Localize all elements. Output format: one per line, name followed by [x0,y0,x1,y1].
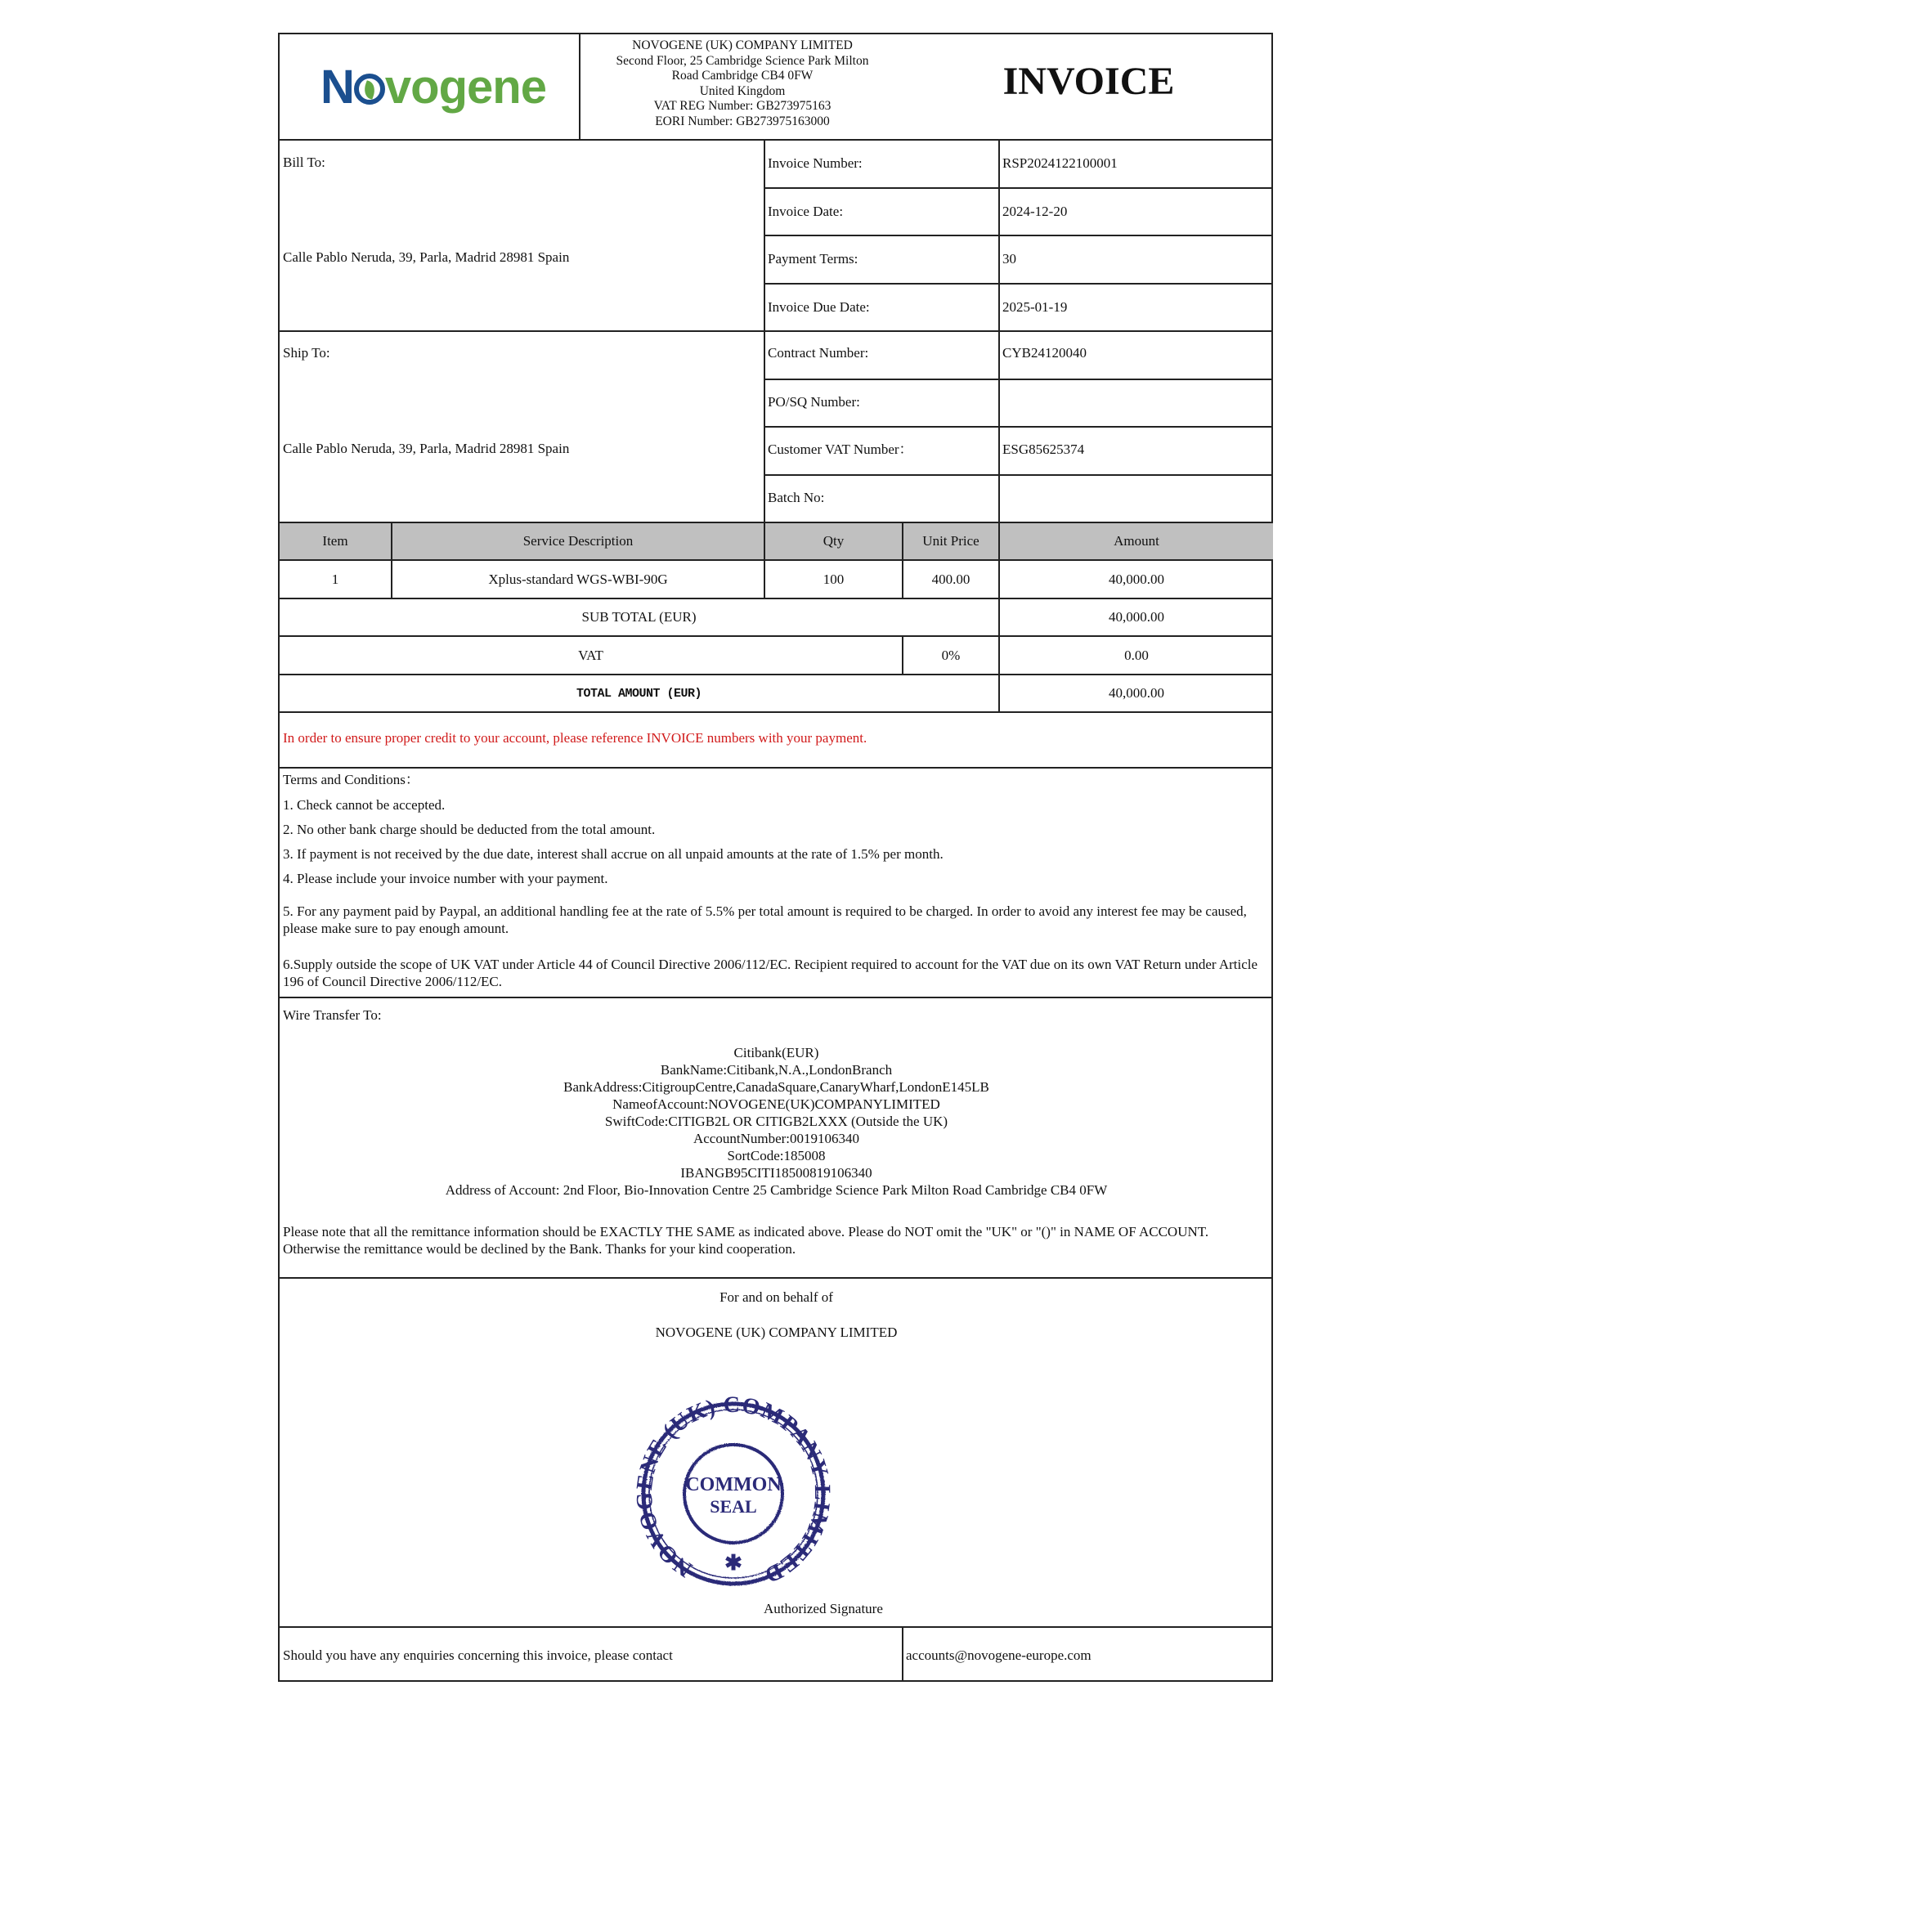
seal-inner-text-2: SEAL [710,1496,757,1517]
subtotal-value: 40,000.00 [998,598,1273,635]
detail-label-cell [764,235,998,283]
total-amount-label: TOTAL AMOUNT (EUR) [280,674,998,711]
contact-text-cell [280,1626,902,1682]
company-line: Road Cambridge CB4 0FW [671,69,814,83]
column-header-item: Item [280,522,391,559]
company-logo [280,34,579,139]
contact-email-cell [902,1626,1273,1682]
batch-no-label: Batch No: [768,490,825,505]
vat-value: 0.00 [998,635,1273,674]
total-amount-value: 40,000.00 [998,674,1273,711]
detail-value-cell [998,330,1273,379]
column-header-description: Service Description [391,522,764,559]
logo-leaf-icon [354,74,385,105]
due-date-label: Invoice Due Date: [768,299,870,315]
ship-to-block [280,330,764,522]
customer-vat-label: Customer VAT Number： [768,442,913,457]
company-line: VAT REG Number: GB273975163 [653,99,832,113]
bill-to-address: Calle Pablo Neruda, 39, Parla, Madrid 28981 Spain [283,249,570,265]
signing-company: NOVOGENE (UK) COMPANY LIMITED [655,1325,898,1340]
customer-vat-value: ESG85625374 [1002,442,1085,457]
detail-value-cell [998,235,1273,283]
detail-label-cell [764,187,998,235]
authorized-signature-label: Authorized Signature [764,1601,883,1616]
detail-label-cell [764,379,998,426]
detail-value-cell [998,426,1273,474]
invoice-sheet [278,33,1273,1682]
contact-text: Should you have any enquiries concerning this invoice, please contact [283,1647,673,1663]
wire-title: Wire Transfer To: [283,1007,382,1023]
detail-label-cell [764,139,998,187]
detail-value-cell [998,187,1273,235]
detail-label-cell [764,330,998,379]
item-cell-number: 1 [280,559,391,598]
terms-title: Terms and Conditions： [283,772,419,787]
detail-value-cell [998,283,1273,330]
terms-item: 5. For any payment paid by Paypal, an additional handling fee at the rate of 5.5% per total amount is required to be charged. In order to avoid any interest fee may be caused, please make sure to pay enough amount. [283,903,1247,936]
po-number-label: PO/SQ Number: [768,394,860,410]
ship-to-label: Ship To: [283,345,330,361]
invoice-date-label: Invoice Date: [768,204,844,219]
payment-terms-value: 30 [1002,251,1016,267]
remittance-note: Please note that all the remittance information should be EXACTLY THE SAME as indicated above. Please do NOT omit the "UK" or "()" in NAME OF ACCOUNT. Otherwise the remittance would be declined by the Bank. Thanks for your kind cooperation. [283,1224,1209,1257]
bank-line: BankName:Citibank,N.A.,LondonBranch [660,1062,893,1078]
contract-number-label: Contract Number: [768,345,869,361]
column-header-unit-price: Unit Price [902,522,998,559]
terms-item: 3. If payment is not received by the due date, interest shall accrue on all unpaid amounts at the rate of 1.5% per month. [283,846,944,862]
logo-wordmark [321,59,546,116]
detail-label-cell [764,474,998,522]
payment-terms-label: Payment Terms: [768,251,858,267]
bill-to-label: Bill To: [283,155,325,170]
logo-text-n: N [321,61,354,114]
ship-to-address: Calle Pablo Neruda, 39, Parla, Madrid 28981 Spain [283,441,570,456]
detail-value-cell [998,139,1273,187]
signature-block [280,1277,1273,1626]
bank-line: NameofAccount:NOVOGENE(UK)COMPANYLIMITED [612,1096,940,1112]
item-cell-amount: 40,000.00 [998,559,1273,598]
payment-notice-block [280,711,1273,767]
bank-line: SwiftCode:CITIGB2L OR CITIGB2LXXX (Outside the UK) [604,1114,948,1129]
detail-value-cell [998,474,1273,522]
payment-notice: In order to ensure proper credit to your account, please reference INVOICE numbers with your payment. [283,730,867,746]
wire-transfer-block [280,997,1273,1277]
bank-line: SortCode:185008 [727,1148,826,1163]
terms-item: 2. No other bank charge should be deducted from the total amount. [283,822,656,837]
vat-label: VAT [280,635,902,674]
contract-number-value: CYB24120040 [1002,345,1087,361]
company-line: NOVOGENE (UK) COMPANY LIMITED [632,38,853,52]
company-address-block [579,34,904,139]
bill-to-block [280,139,764,330]
bank-line: IBANGB95CITI18500819106340 [680,1165,872,1181]
bank-line: AccountNumber:0019106340 [693,1131,860,1146]
detail-label-cell [764,283,998,330]
seal-inner-text-1: COMMON [685,1474,782,1495]
item-cell-qty: 100 [764,559,902,598]
logo-text-vogene: vogene [384,61,546,114]
column-header-qty: Qty [764,522,902,559]
terms-item: 1. Check cannot be accepted. [283,797,446,813]
detail-label-cell [764,426,998,474]
subtotal-label: SUB TOTAL (EUR) [280,598,998,635]
bank-line: BankAddress:CitigroupCentre,CanadaSquare,CanaryWharf,LondonE145LB [563,1079,989,1095]
on-behalf-of: For and on behalf of [719,1289,833,1305]
seal-asterisk-icon: ✱ [724,1551,742,1575]
bank-line: Address of Account: 2nd Floor, Bio-Innovation Centre 25 Cambridge Science Park Milton Road Cambridge CB4 0FW [445,1182,1108,1198]
company-line: Second Floor, 25 Cambridge Science Park Milton [616,53,869,68]
contact-email: accounts@novogene-europe.com [906,1647,1092,1663]
detail-value-cell [998,379,1273,426]
document-title: INVOICE [1002,60,1175,103]
column-header-amount: Amount [998,522,1273,559]
terms-block [280,767,1273,997]
invoice-number-label: Invoice Number: [768,155,863,171]
vat-rate: 0% [902,635,998,674]
invoice-date-value: 2024-12-20 [1002,204,1068,219]
common-seal-stamp [615,1383,852,1596]
bank-details [280,1044,1273,1199]
terms-item: 6.Supply outside the scope of UK VAT under Article 44 of Council Directive 2006/112/EC. Recipient required to account for the VAT due on its own VAT Return under Article 196 of Council Directive 2006/112/EC. [283,957,1258,989]
invoice-number-value: RSP2024122100001 [1002,155,1118,171]
item-cell-description: Xplus-standard WGS-WBI-90G [391,559,764,598]
item-cell-unit-price: 400.00 [902,559,998,598]
due-date-value: 2025-01-19 [1002,299,1068,315]
company-line: United Kingdom [699,83,786,98]
seal-outer-text: NOVOGENE (UK) COMPANY LIMITED [631,1392,836,1589]
company-line: EORI Number: GB273975163000 [655,114,830,128]
terms-item: 4. Please include your invoice number with your payment. [283,871,608,886]
bank-line: Citibank(EUR) [733,1045,819,1060]
